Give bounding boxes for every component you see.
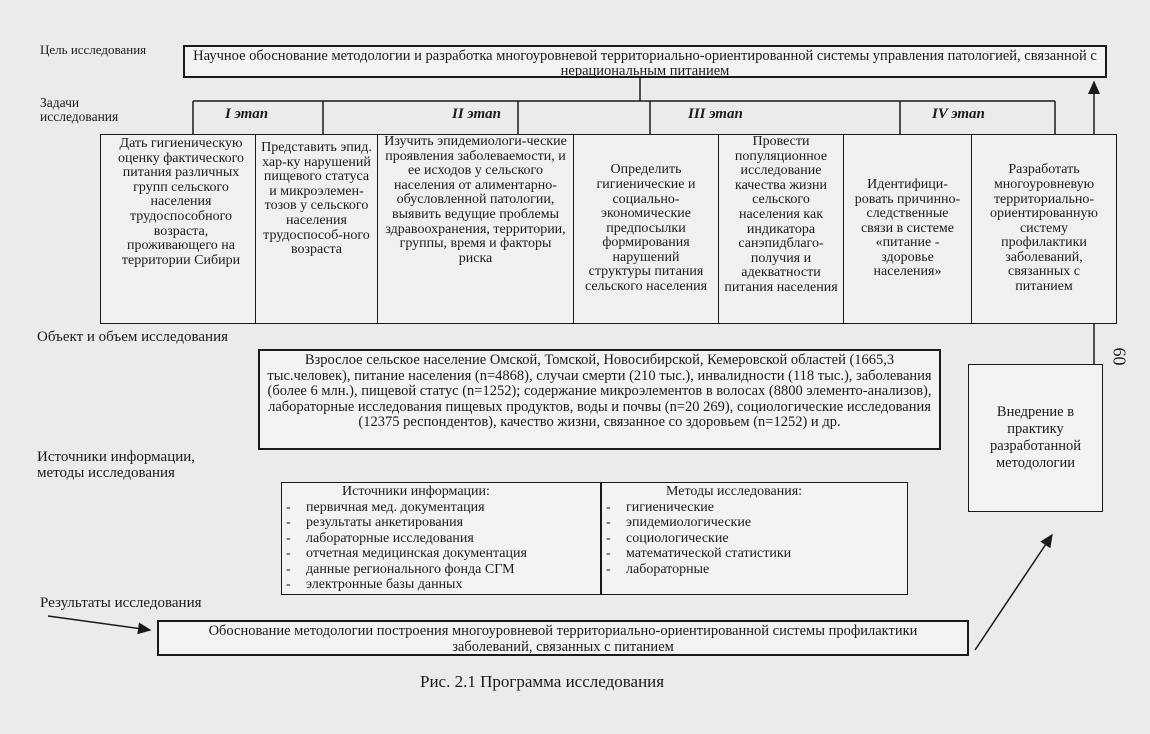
label-goal: Цель исследования xyxy=(40,42,147,57)
object-box xyxy=(258,349,941,450)
implementation-text: Внедрение в практику разработанной методологии xyxy=(989,404,1081,471)
list-item: - гигиенические xyxy=(606,499,714,515)
label-results: Результаты исследования xyxy=(40,595,202,611)
task-1-text: Дать гигиеническую оценку фактического питания различных групп сельского населения трудоспособного возраста, проживающего на территории Сибири xyxy=(117,136,245,268)
result-text: Обоснование методологии построения многоуровневой территориально-ориентированной системы профилактики заболеваний, связанных с питанием xyxy=(208,623,918,655)
sources-methods-divider xyxy=(600,483,602,594)
page-number: 60 xyxy=(1109,347,1130,366)
sources-list xyxy=(286,484,527,593)
task-3-text: Изучить эпидемиологи-ческие проявления заболеваемости, и ее исходов у сельского населения от алиментарно-обусловленной патологии, выявить ведущие проблемы здравоохранения, территории, группы, время и факторы риска xyxy=(384,134,567,266)
figure-caption: Рис. 2.1 Программа исследования xyxy=(420,672,665,691)
task-6-text: Идентифици-ровать причинно-следственные связи в системе «питание - здоровье населения» xyxy=(854,176,961,280)
list-item: - отчетная медицинская документация xyxy=(286,546,527,561)
stage-2-label: II этап xyxy=(452,106,501,122)
implementation-box xyxy=(968,364,1103,512)
label-object: Объект и объем исследования xyxy=(37,329,229,345)
list-item: - социологические xyxy=(606,530,729,546)
task-7-text: Разработать многоуровневую территориально-ориентированную систему профилактики заболеваний, связанных с питанием xyxy=(990,162,1098,295)
methods-list xyxy=(606,484,802,577)
methods-title: Методы исследования: xyxy=(666,484,803,499)
task-5-text: Провести популяционное исследование качества жизни сельского населения как индикатора санэпидблаго-получия и адекватности питания населения xyxy=(724,134,838,295)
stage-4-label: IV этап xyxy=(932,106,985,122)
task-2 xyxy=(255,134,377,324)
task-1 xyxy=(100,134,255,324)
list-item: - первичная мед. документация xyxy=(286,499,485,515)
list-item: - лабораторные исследования xyxy=(286,530,474,546)
label-sources: Источники информации, методы исследования xyxy=(37,449,196,481)
list-item: - лабораторные xyxy=(606,561,710,577)
list-item: - данные регионального фонда СГМ xyxy=(286,561,515,577)
stage-1-label: I этап xyxy=(225,106,269,122)
goal-box xyxy=(183,45,1107,78)
task-2-text: Представить эпид. хар-ку нарушений пищевого статуса и микроэлемен-тозов у сельского населения трудоспособ-ного возраста xyxy=(261,140,372,258)
task-3 xyxy=(377,134,573,324)
object-text: Взрослое сельское население Омской, Томской, Новосибирской, Кемеровской областей (1665,3 тыс.человек), питание населения (n=4868), случаи смерти (210 тыс.), инвалидности (118 тыс.), заболевания (более 6 млн.), пищевой статус (n=1252); содержание микроэлементов в волосах (8800 элементо-анализов), лабораторные исследования пищевых продуктов, воды и почвы (n=20 269), социологические исследования (12375 респондентов), качество жизни, связанное со здоровьем (n=1252) и др. xyxy=(267,352,932,430)
list-item: - результаты анкетирования xyxy=(286,515,464,530)
sources-methods-box xyxy=(281,482,908,595)
goal-text: Научное обоснование методологии и разработка многоуровневой территориально-ориентированной системы управления патологией, связанной с нерациональным питанием xyxy=(193,48,1097,79)
task-6 xyxy=(843,134,971,324)
sources-title: Источники информации: xyxy=(342,484,490,499)
list-item: - электронные базы данных xyxy=(286,577,463,592)
task-4 xyxy=(573,134,718,324)
label-tasks: Задачи исследования xyxy=(40,95,119,124)
stage-3-label: III этап xyxy=(688,106,743,122)
result-box xyxy=(157,620,969,656)
list-item: - эпидемиологические xyxy=(606,515,752,530)
task-5 xyxy=(718,134,843,324)
task-4-text: Определить гигиенические и социально-экономические предпосылки формирования нарушений структуры питания сельского населения xyxy=(584,162,708,295)
task-7 xyxy=(971,134,1117,324)
list-item: - математической статистики xyxy=(606,546,792,561)
